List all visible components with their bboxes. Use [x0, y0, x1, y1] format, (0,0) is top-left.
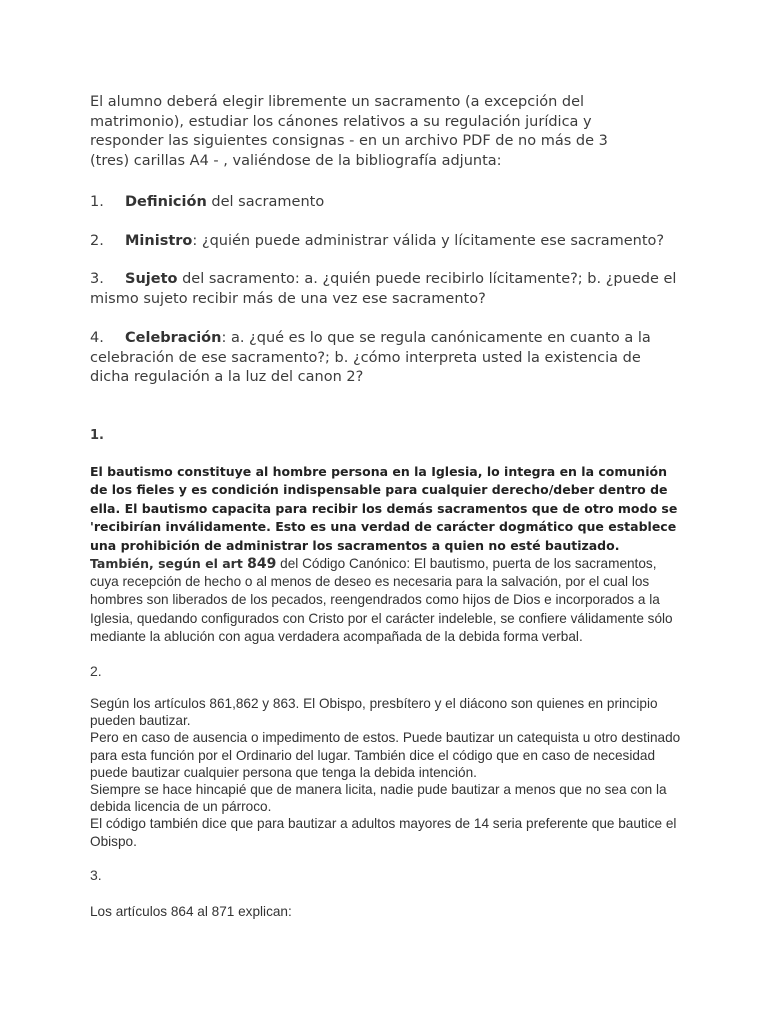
answer-1-continuation [90, 555, 685, 646]
answer-2-line: Siempre se hace hincapié que de manera licita, nadie pude bautizar a menos que no sea con la debida licencia de un párroco. [90, 782, 667, 815]
item-text: del sacramento: a. ¿quién puede recibirlo lícitamente?; b. ¿puede el mismo sujeto recibir más de una vez ese sacramento? [90, 271, 677, 307]
answer-2-line: Según los artículos 861,862 y 863. El Obispo, presbítero y el diácono son quienes en principio pueden bautizar. [90, 696, 658, 729]
answer-2-line: El código también dice que para bautizar a adultos mayores de 14 seria preferente que bautice el Obispo. [90, 816, 677, 849]
answer-2-body [90, 695, 695, 850]
consigna-item-2 [90, 232, 680, 252]
item-term: Sujeto [125, 271, 178, 287]
intro-paragraph: El alumno deberá elegir libremente un sacramento (a excepción del matrimonio), estudiar los cánones relativos a su regulación jurídica y responder las siguientes consignas - en un archivo PDF de no más de 3 (tres) carillas A4 - , valiéndose de la bibliografía adjunta: [90, 94, 608, 169]
answer-2-line: Pero en caso de ausencia o impedimento de estos. Puede bautizar un catequista u otro destinado para esta función por el Ordinario del lugar. También dice el código que en caso de necesidad puede bautizar cualquier persona que tenga la debida intención. [90, 730, 681, 780]
item-text: : a. ¿qué es lo que se regula canónicamente en cuanto a la celebración de ese sacramento?; b. ¿cómo interpreta usted la existencia de dicha regulación a la luz del canon 2? [90, 330, 651, 385]
item-text: : ¿quién puede administrar válida y lícitamente ese sacramento? [192, 233, 665, 249]
article-number: 849 [247, 556, 277, 572]
answer-1-text: del Código Canónico: El bautismo, puerta de los sacramentos, cuya recepción de hecho o al menos de deseo es necesaria para la salvación, por el cual los hombres son liberados de los pecados, reengendrados como hijos de Dios e incorporados a la Iglesia, quedando configurados con Cristo por el carácter indeleble, se confiere válidamente sólo mediante la ablución con agua verdadera acompañada de la debida forma verbal. [90, 556, 673, 644]
item-text: del sacramento [206, 194, 325, 210]
answer-3-number: 3. [90, 867, 102, 883]
item-number: 1. [90, 194, 104, 210]
item-term: Definición [125, 194, 207, 210]
item-term: Ministro [125, 233, 193, 249]
answer-1-lead: También, según el art [90, 556, 248, 571]
item-number: 2. [90, 233, 104, 249]
answer-1-bold-paragraph: El bautismo constituye al hombre persona en la Iglesia, lo integra en la comunión de los fieles y es condición indispensable para cualquier derecho/deber dentro de ella. El bautismo capacita para recibir los demás sacramentos que de otro modo se 'recibirían inválidamente. Esto es una verdad de carácter dogmático que establece una prohibición de administrar los sacramentos a quien no esté bautizado. [90, 464, 678, 553]
answer-3-text: Los artículos 864 al 871 explican: [90, 904, 292, 919]
item-number: 3. [90, 271, 104, 287]
consigna-item-3 [90, 270, 680, 309]
consigna-item-4 [90, 329, 680, 388]
item-term: Celebración [125, 330, 222, 346]
answer-1-number: 1. [90, 428, 104, 443]
answer-2-number: 2. [90, 663, 102, 679]
item-number: 4. [90, 330, 104, 346]
consigna-item-1 [90, 193, 680, 213]
